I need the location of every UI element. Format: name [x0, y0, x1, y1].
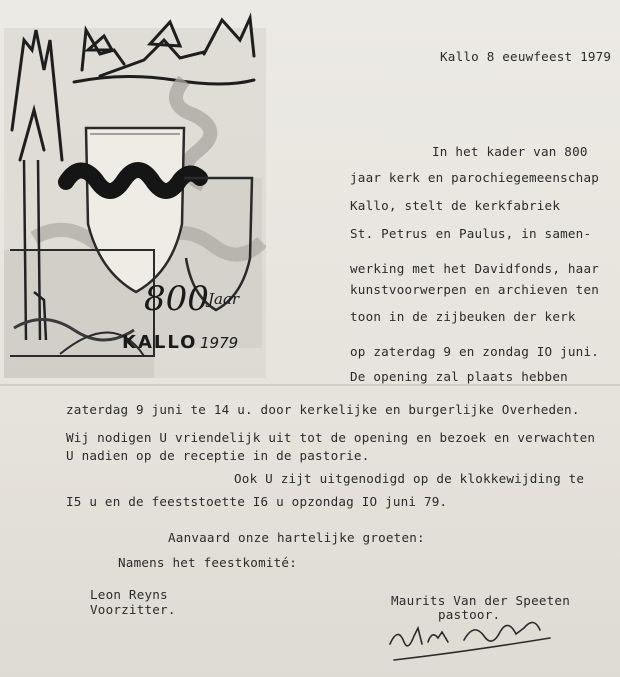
handwritten-signature-icon: [384, 608, 554, 670]
body-line-13: Ook U zijt uitgenodigd op de klokkewijding te: [234, 471, 585, 486]
paper-fold: [0, 384, 620, 386]
body-line-11: Wij nodigen U vriendelijk uit tot de opening en bezoek en verwachten: [66, 430, 596, 445]
body-line-7: toon in de zijbeuken der kerk: [350, 309, 576, 324]
pastor-title: pastoor.: [438, 607, 501, 622]
emblem-town: KALLO: [122, 332, 198, 353]
body-line-2: jaar kerk en parochiegemeenschap: [350, 170, 600, 185]
body-line-14: I5 u en de feeststoette I6 u opzondag IO juni 79.: [66, 494, 448, 509]
body-line-10: zaterdag 9 juni te 14 u. door kerkelijke en burgerlijke Overheden.: [66, 402, 580, 417]
body-line-8: op zaterdag 9 en zondag IO juni.: [350, 344, 600, 359]
body-line-1: In het kader van 800: [432, 144, 588, 159]
body-line-3: Kallo, stelt de kerkfabriek: [350, 198, 561, 213]
chairman-title: Voorzitter.: [90, 602, 176, 617]
commemorative-coat-of-arms-icon: [4, 10, 266, 382]
body-line-4: St. Petrus en Paulus, in samen-: [350, 226, 592, 241]
emblem-year: 1979: [200, 334, 239, 352]
body-line-12: U nadien op de receptie in de pastorie.: [66, 448, 370, 463]
committee-line: Namens het feestkomité:: [118, 555, 297, 570]
body-line-9: De opening zal plaats hebben: [350, 369, 568, 384]
pastor-name: Maurits Van der Speeten: [391, 593, 570, 608]
emblem-year-mark: 800: [144, 279, 209, 319]
emblem-year-suffix: Jaar: [208, 290, 240, 308]
closing-greeting: Aanvaard onze hartelijke groeten:: [168, 530, 425, 545]
body-line-6: kunstvoorwerpen en archieven ten: [350, 282, 600, 297]
chairman-name: Leon Reyns: [90, 587, 168, 602]
place-date-line: Kallo 8 eeuwfeest 1979: [440, 49, 612, 64]
body-line-5: werking met het Davidfonds, haar: [350, 261, 600, 276]
